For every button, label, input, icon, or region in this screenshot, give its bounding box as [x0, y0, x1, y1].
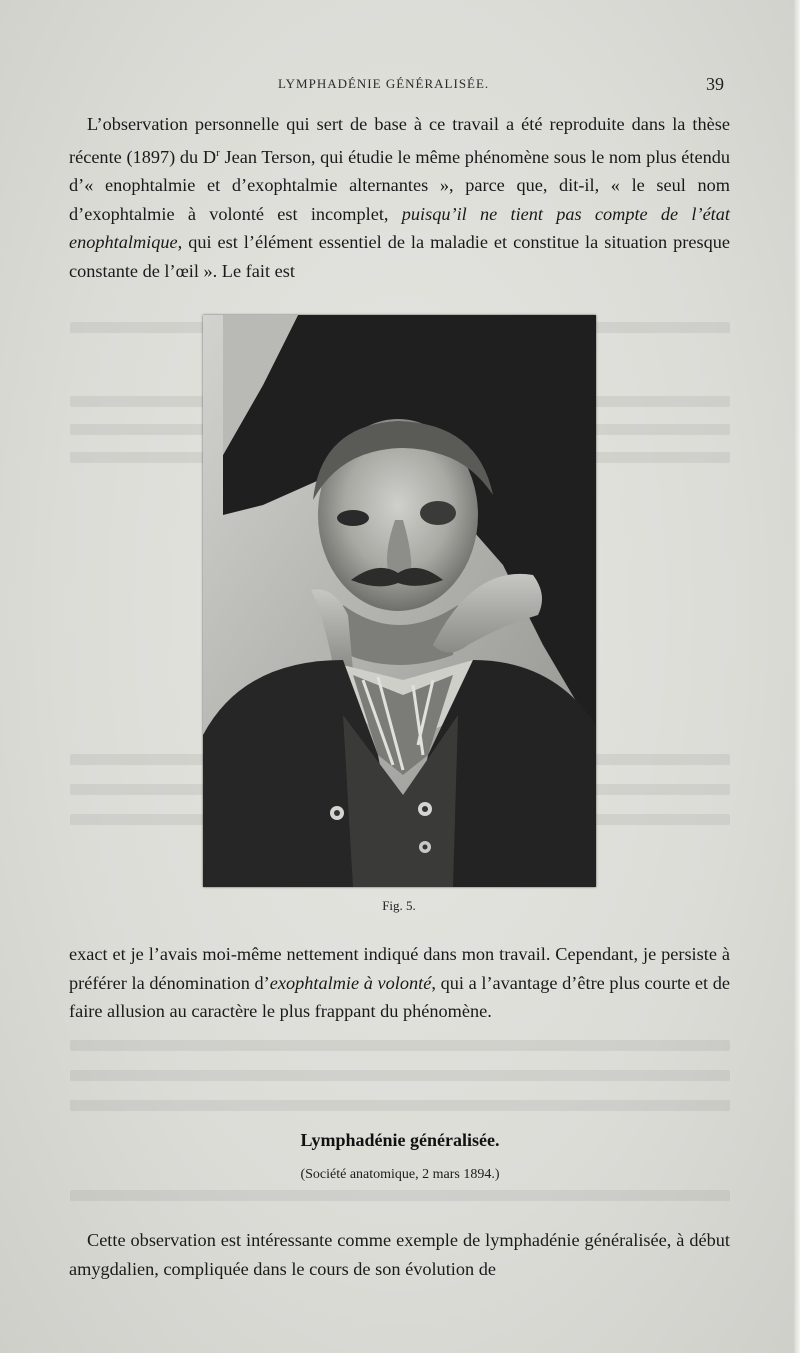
paragraph-text: , qui est l’élément essentiel de la maladie et constitue la situation presque constante de l’œil ». Le fait est — [69, 232, 730, 281]
paragraph-continuation — [69, 940, 730, 1026]
bleed-through-line — [70, 1100, 730, 1111]
paragraph-text: exact et je l’avais moi-même nettement indiqué dans mon travail. Cependant, je persiste à préférer la dénomination d’ — [69, 944, 730, 993]
running-head — [0, 74, 800, 96]
section-title: Lymphadénie généralisée. — [300, 1130, 500, 1150]
figure-caption-text: Fig. 5. — [382, 898, 416, 913]
page-number: 39 — [706, 74, 724, 94]
figure-photograph — [203, 315, 596, 887]
figure-caption — [0, 898, 800, 914]
paragraph-observation — [69, 110, 730, 286]
italic-term: exophtalmie à volonté — [269, 972, 432, 993]
bleed-through-line — [70, 1070, 730, 1081]
portrait-photo — [203, 315, 596, 887]
bleed-through-line — [70, 1040, 730, 1051]
paragraph-text: , qui a l’avantage d’être plus courte et de faire allusion au caractère le plus frappant du phénomène. — [69, 972, 730, 1022]
paragraph-text: Jean Terson, qui étudie le même phénomène sous le nom plus étendu d’« enophtalmie et d’exophtalmie alternantes », parce que, dit-il, « le seul nom d’exophtalmie à volonté est incomplet, — [69, 146, 730, 224]
italic-quote: puisqu’il ne tient pas compte de l’état enophtalmique — [69, 203, 730, 253]
paragraph-text: L’observation personnelle qui sert de base à ce travail a été reproduite dans la thèse récente (1897) du D — [69, 114, 730, 167]
superscript: r — [216, 146, 220, 159]
section-subtitle: (Société anatomique, 2 mars 1894.) — [300, 1167, 500, 1182]
bleed-through-line — [70, 1190, 730, 1201]
running-title: LYMPHADÉNIE GÉNÉRALISÉE. — [278, 76, 490, 91]
paragraph-new-section — [69, 1226, 730, 1283]
paragraph-text: Cette observation est intéressante comme exemple de lymphadénie généralisée, à début amygdalien, compliquée dans le cours de son évolution de — [69, 1230, 730, 1279]
